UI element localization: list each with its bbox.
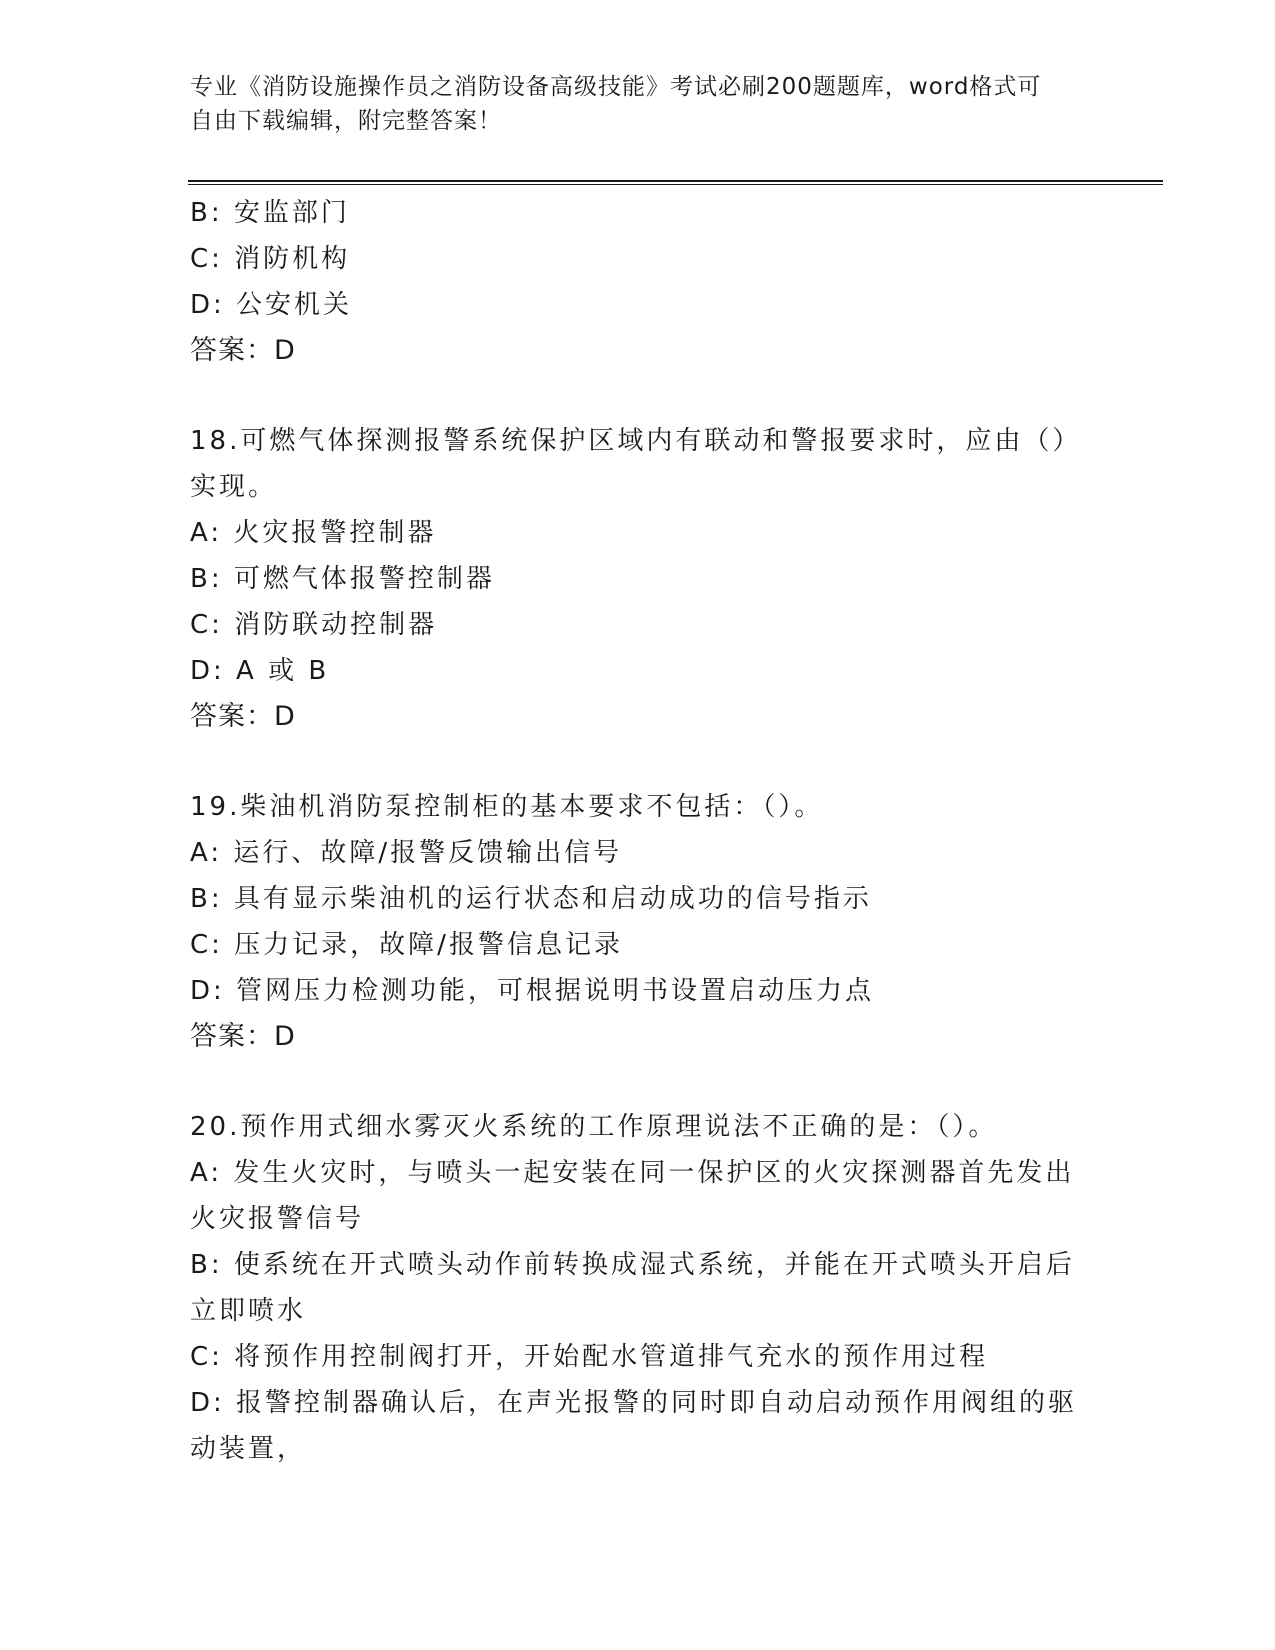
q20-option-a-line-2: 火灾报警信号 — [190, 1204, 365, 1234]
q17-option-d: D: 公安机关 — [190, 290, 353, 320]
spacer — [190, 374, 1090, 418]
q20-option-d-line-2: 动装置， — [190, 1434, 307, 1464]
q19-option-b: B: 具有显示柴油机的运行状态和启动成功的信号指示 — [190, 884, 872, 914]
question-19 — [190, 784, 1090, 1060]
q19-option-c: C: 压力记录，故障/报警信息记录 — [190, 930, 623, 960]
q18-answer: 答案：D — [190, 701, 296, 732]
question-17-tail — [190, 190, 1090, 374]
header-line-2: 自由下载编辑，附完整答案！ — [190, 108, 502, 134]
header-divider — [188, 180, 1163, 185]
q18-stem-line-2: 实现。 — [190, 472, 278, 502]
q19-option-d: D: 管网压力检测功能，可根据说明书设置启动压力点 — [190, 976, 875, 1006]
q20-option-d-line-1: D: 报警控制器确认后，在声光报警的同时即自动启动预作用阀组的驱 — [190, 1388, 1078, 1418]
q19-answer: 答案：D — [190, 1021, 296, 1052]
q19-option-a: A: 运行、故障/报警反馈输出信号 — [190, 838, 623, 868]
header-line-1: 专业《消防设施操作员之消防设备高级技能》考试必刷200题题库，word格式可 — [190, 74, 1042, 100]
q17-option-c: C: 消防机构 — [190, 244, 351, 274]
question-20 — [190, 1104, 1090, 1472]
q20-option-b-line-2: 立即喷水 — [190, 1296, 307, 1326]
question-content — [190, 190, 1090, 1472]
spacer — [190, 740, 1090, 784]
document-header — [190, 70, 1090, 138]
q19-stem: 19.柴油机消防泵控制柜的基本要求不包括：（）。 — [190, 792, 824, 822]
q20-stem: 20.预作用式细水雾灭火系统的工作原理说法不正确的是：（）。 — [190, 1112, 998, 1142]
q18-option-d: D: A 或 B — [190, 656, 330, 686]
q18-option-b: B: 可燃气体报警控制器 — [190, 564, 495, 594]
q17-answer: 答案：D — [190, 335, 296, 366]
q20-option-b-line-1: B: 使系统在开式喷头动作前转换成湿式系统，并能在开式喷头开启后 — [190, 1250, 1075, 1280]
q20-option-a-line-1: A: 发生火灾时，与喷头一起安装在同一保护区的火灾探测器首先发出 — [190, 1158, 1075, 1188]
q20-option-c: C: 将预作用控制阀打开，开始配水管道排气充水的预作用过程 — [190, 1342, 989, 1372]
q17-option-b: B: 安监部门 — [190, 198, 350, 228]
spacer — [190, 1060, 1090, 1104]
q18-stem-line-1: 18.可燃气体探测报警系统保护区域内有联动和警报要求时，应由（） — [190, 426, 1082, 456]
question-18 — [190, 418, 1090, 740]
q18-option-a: A: 火灾报警控制器 — [190, 518, 437, 548]
q18-option-c: C: 消防联动控制器 — [190, 610, 438, 640]
